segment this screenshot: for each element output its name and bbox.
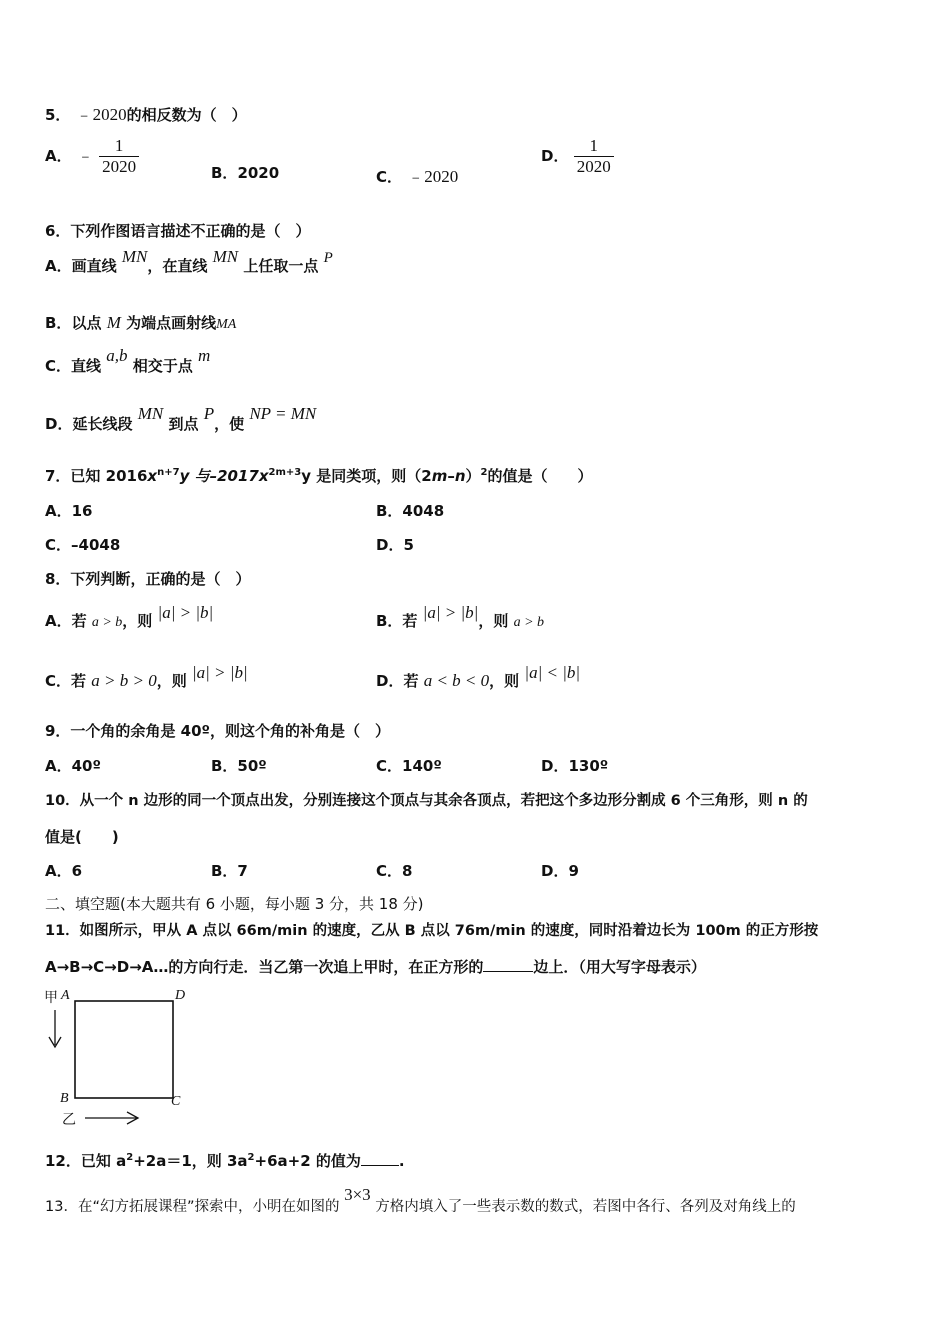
math: MN: [121, 247, 148, 266]
text: 的值是（ ）: [487, 467, 593, 485]
text: 直线: [71, 357, 102, 375]
jia-label: 甲: [44, 990, 58, 1006]
math: m: [198, 346, 211, 365]
q9-option-c[interactable]: C．140º: [376, 757, 442, 775]
text: ，使: [214, 415, 245, 433]
text: ，则: [122, 612, 153, 630]
math: MA: [216, 317, 237, 332]
math: a > b: [91, 615, 123, 630]
q5-option-a[interactable]: [45, 136, 139, 177]
q10-option-b[interactable]: B．7: [211, 862, 248, 880]
q6-option-c[interactable]: [45, 346, 211, 376]
text: y 与–2017: [179, 467, 259, 485]
fraction-numerator: 1: [99, 136, 139, 157]
q5-option-b[interactable]: [211, 162, 279, 183]
q10-option-a[interactable]: A．6: [45, 862, 83, 880]
text: 相交于点: [132, 357, 193, 375]
q8-stem: 8．下列判断，正确的是（ ）: [45, 570, 251, 588]
math: 3×3: [344, 1185, 371, 1204]
text: +2a＝1，则 3a: [133, 1152, 248, 1170]
option-label: B．: [45, 314, 72, 332]
vertex-a-label: A: [61, 988, 70, 1003]
text: +6a+2 的值为: [254, 1152, 361, 1170]
text: y 是同类项，则（2: [301, 467, 432, 485]
text: 到点: [168, 415, 199, 433]
math: |a| > |b|: [157, 603, 214, 622]
text: ）: [465, 467, 481, 485]
text: 为端点画射线: [126, 314, 217, 332]
yi-label: 乙: [62, 1112, 76, 1128]
option-label: C．: [45, 357, 72, 375]
q9-option-a[interactable]: A．40º: [45, 757, 101, 775]
text: ，则: [489, 672, 520, 690]
math: MN: [137, 404, 164, 423]
q9-option-d[interactable]: D．130º: [541, 757, 609, 775]
q6-option-b[interactable]: [45, 312, 236, 333]
math: P: [203, 404, 215, 423]
math: a < b < 0: [423, 671, 490, 690]
q9-option-b[interactable]: B．50º: [211, 757, 267, 775]
q11-stem-line2: [45, 956, 706, 977]
q5-option-c[interactable]: [376, 162, 458, 187]
fraction: [574, 136, 614, 177]
option-label: D．若: [376, 672, 419, 690]
option-label: D．: [541, 147, 569, 165]
option-label: A．: [45, 257, 72, 275]
q10-option-c[interactable]: C．8: [376, 862, 413, 880]
q7-option-c[interactable]: C．–4048: [45, 536, 121, 554]
var: x: [258, 467, 269, 485]
option-label: B．若: [376, 612, 418, 630]
text: A→B→C→D→A…的方向行走．当乙第一次追上甲时，在正方形的: [45, 958, 484, 976]
var: m: [431, 467, 448, 485]
q10-stem-line2: 值是( ): [45, 828, 119, 846]
q6-option-d[interactable]: [45, 404, 317, 434]
fraction-denominator: 2020: [576, 157, 611, 176]
option-label: D．: [45, 415, 73, 433]
exponent: 2: [247, 1152, 255, 1163]
q8-option-b[interactable]: [376, 603, 545, 631]
option-label: A．: [45, 147, 72, 165]
text: 12．已知 a: [45, 1152, 127, 1170]
text: 画直线: [71, 257, 117, 275]
var: n: [454, 467, 466, 485]
fraction: [99, 136, 139, 177]
q5-text: 的相反数为（ ）: [126, 106, 247, 124]
section-heading: 二、填空题(本大题共有 6 小题，每小题 3 分，共 18 分): [45, 895, 424, 913]
q8-option-c[interactable]: [45, 663, 248, 691]
option-label: B．: [211, 164, 238, 182]
text: 边上．（用大写字母表示）: [533, 958, 706, 976]
q5-stem: [45, 100, 247, 125]
text: ，在直线: [147, 257, 208, 275]
math: a > b: [513, 615, 545, 630]
q5-number: 5．: [45, 106, 71, 124]
fraction-numerator: 1: [574, 136, 614, 157]
square-shape: [75, 1001, 173, 1098]
q9-stem: 9．一个角的余角是 40º，则这个角的补角是（ ）: [45, 722, 390, 740]
text: ，则: [156, 672, 187, 690]
math: |a| > |b|: [191, 663, 248, 682]
text: 7．已知 2016: [45, 467, 148, 485]
math: a,b: [106, 346, 128, 365]
exponent: n+7: [157, 467, 180, 478]
text: 以点: [71, 314, 102, 332]
math: MN: [212, 247, 239, 266]
q6-stem: 6．下列作图语言描述不正确的是（ ）: [45, 222, 311, 240]
option-label: C．若: [45, 672, 87, 690]
q7-option-a[interactable]: A．16: [45, 502, 93, 520]
option-label: A．若: [45, 612, 87, 630]
math: |a| < |b|: [524, 663, 581, 682]
text: 上任取一点: [243, 257, 319, 275]
text: 方格内填入了一些表示数的数式，若图中各行、各列及对角线上的: [375, 1199, 796, 1215]
q13-stem: [45, 1185, 796, 1216]
q7-stem: [45, 465, 593, 486]
math: P: [323, 250, 333, 266]
q5-expression: ﹣2020: [75, 105, 127, 124]
math: NP = MN: [249, 404, 317, 423]
q12-stem: [45, 1150, 405, 1171]
q5-option-d[interactable]: [541, 136, 614, 177]
math: M: [106, 313, 121, 332]
square-figure: [40, 985, 200, 1130]
text: ，则: [478, 612, 509, 630]
text: –: [447, 467, 455, 485]
text: .: [398, 1152, 405, 1170]
fraction-denominator: 2020: [102, 157, 137, 176]
option-value: ﹣2020: [407, 167, 459, 186]
exponent: 2: [480, 467, 488, 478]
exponent: 2: [126, 1152, 134, 1163]
q7-option-d[interactable]: D．5: [376, 536, 414, 554]
q8-option-a[interactable]: [45, 603, 214, 631]
q8-option-d[interactable]: [376, 663, 581, 691]
vertex-d-label: D: [175, 988, 186, 1003]
q7-option-b[interactable]: B．4048: [376, 502, 445, 520]
option-value: 2020: [237, 164, 280, 182]
text: 延长线段: [72, 415, 133, 433]
exponent: 2m+3: [268, 467, 302, 478]
answer-blank[interactable]: [483, 971, 533, 972]
q6-option-a[interactable]: [45, 247, 333, 276]
q11-stem-line1: 11．如图所示，甲从 A 点以 66m/min 的速度，乙从 B 点以 76m/min 的速度，同时沿着边长为 100m 的正方形按: [45, 923, 819, 939]
vertex-b-label: B: [60, 1091, 69, 1106]
text: 13．在“幻方拓展课程”探索中，小明在如图的: [45, 1199, 340, 1215]
minus-sign: ﹣: [76, 146, 94, 165]
q10-option-d[interactable]: D．9: [541, 862, 579, 880]
math: a > b > 0: [91, 671, 157, 690]
answer-blank[interactable]: [361, 1165, 399, 1166]
q10-stem-line1: 10．从一个 n 边形的同一个顶点出发，分别连接这个顶点与其余各顶点，若把这个多边形分割成 6 个三角形，则 n 的: [45, 793, 808, 809]
math: |a| > |b|: [422, 603, 479, 622]
var: x: [147, 467, 158, 485]
vertex-c-label: C: [171, 1094, 181, 1109]
option-label: C．: [376, 168, 403, 186]
